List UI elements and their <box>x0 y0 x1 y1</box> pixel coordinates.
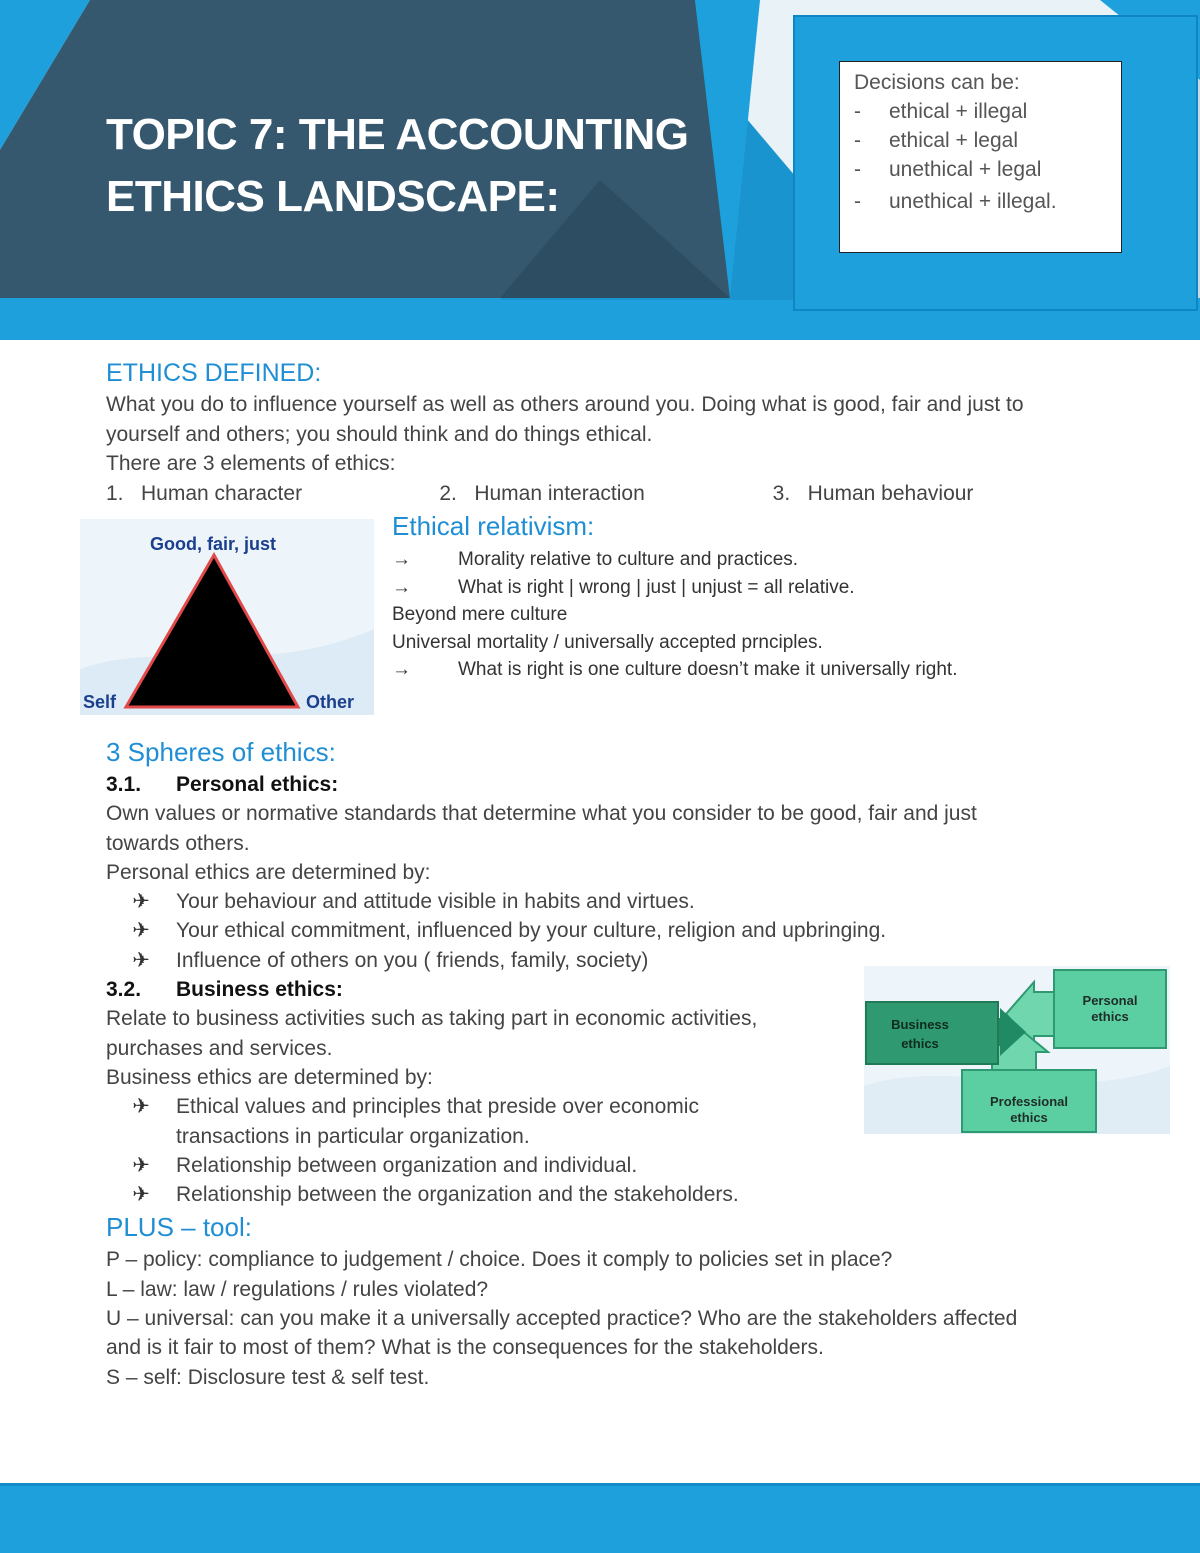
relativism-text: Universal mortality / universally accepted prnciples. <box>392 631 823 653</box>
element-number: 1. <box>106 481 124 505</box>
plane-bullet-icon: ✈ <box>132 919 150 943</box>
relativism-item <box>392 656 1112 684</box>
plus-self: S – self: Disclosure test & self test. <box>106 1365 430 1389</box>
business-ethics-desc: Relate to business activities such as taking part in economic activities, <box>106 1007 758 1031</box>
element-item <box>106 479 439 509</box>
element-number: 3. <box>772 481 791 505</box>
relativism-text: What is right is one culture doesn’t make it universally right. <box>458 659 958 680</box>
decisions-callout <box>839 61 1122 253</box>
professional-ethics-label: Professional <box>989 1094 1069 1109</box>
ethics-defined-text: yourself and others; you should think and do things ethical. <box>106 422 653 446</box>
personal-ethics-desc: Own values or normative standards that determine what you consider to be good, fair and just <box>106 802 977 826</box>
footer-background <box>0 1483 1200 1553</box>
decision-item: - unethical + legal <box>854 155 1121 184</box>
bullet-item <box>106 1092 826 1151</box>
plus-law: L – law: law / regulations / rules violated? <box>106 1277 489 1301</box>
callout-intro: Decisions can be: <box>854 71 1020 94</box>
business-ethics-box <box>866 1002 998 1064</box>
ethics-defined-text: What you do to influence yourself as well as others around you. Doing what is good, fair and just to <box>106 393 1024 416</box>
business-ethics-desc: purchases and services. <box>106 1036 333 1060</box>
bullet-item <box>106 887 1106 916</box>
business-ethics-label: Business <box>891 1017 949 1032</box>
triangle-right-label: Other <box>306 692 355 712</box>
section-title: Business ethics: <box>176 978 343 1002</box>
relativism-text: Morality relative to culture and practices. <box>458 549 799 570</box>
bullet-text: Relationship between the organization and the stakeholders. <box>176 1183 739 1207</box>
arrow-icon: → <box>392 659 411 680</box>
bullet-text <box>176 1092 826 1151</box>
bullet-item <box>106 916 1106 945</box>
bullet-text-line: Ethical values and principles that preside over economic <box>176 1095 699 1119</box>
ethics-defined-section <box>106 356 1106 508</box>
ethical-relativism-section <box>392 508 1112 684</box>
bullet-text: Relationship between organization and individual. <box>176 1153 638 1177</box>
title-line-2: ETHICS LANDSCAPE: <box>106 172 560 221</box>
bullet-item <box>106 1151 1106 1180</box>
decision-item: - unethical + illegal. <box>854 187 1121 216</box>
personal-ethics-label: ethics <box>1091 1009 1129 1024</box>
element-label: Human interaction <box>474 481 645 505</box>
relativism-text: Beyond mere culture <box>392 604 568 625</box>
plus-universal: and is it fair to most of them? What is the consequences for the stakeholders. <box>106 1336 824 1360</box>
bullet-text: Influence of others on you ( friends, family, society) <box>176 948 649 972</box>
plane-bullet-icon: ✈ <box>132 1153 150 1177</box>
personal-ethics-determined: Personal ethics are determined by: <box>106 860 431 884</box>
element-item <box>773 479 1106 509</box>
bullet-text: Your ethical commitment, influenced by your culture, religion and upbringing. <box>176 919 887 943</box>
plane-bullet-icon: ✈ <box>132 948 150 972</box>
ethics-triangle-figure <box>80 519 374 715</box>
spheres-heading: 3 Spheres of ethics: <box>106 737 336 767</box>
section-number: 3.2. <box>106 978 142 1002</box>
plane-bullet-icon: ✈ <box>132 1183 150 1207</box>
relativism-item <box>392 574 1112 602</box>
footer-band <box>0 1483 1200 1553</box>
ethics-elements-list <box>106 479 1106 509</box>
triangle-left-label: Self <box>83 692 117 712</box>
element-label: Human behaviour <box>807 481 974 505</box>
ethics-spheres-diagram <box>864 966 1170 1134</box>
element-number: 2. <box>439 481 457 505</box>
ethics-elements-intro: There are 3 elements of ethics: <box>106 452 396 475</box>
arrow-icon: → <box>392 549 411 570</box>
bullet-text-line: transactions in particular organization. <box>176 1124 530 1148</box>
element-item <box>439 479 772 509</box>
section-title: Personal ethics: <box>176 773 339 796</box>
plus-tool-heading: PLUS – tool: <box>106 1212 252 1243</box>
decision-item: - ethical + legal <box>854 126 1121 155</box>
bullet-text: Your behaviour and attitude visible in habits and virtues. <box>176 890 695 914</box>
page-title <box>106 104 746 228</box>
business-ethics-determined: Business ethics are determined by: <box>106 1065 433 1089</box>
personal-ethics-heading <box>106 770 1106 799</box>
plane-bullet-icon: ✈ <box>132 1095 150 1119</box>
relativism-item <box>392 546 1112 574</box>
relativism-heading: Ethical relativism: <box>392 511 595 541</box>
triangle-top-label: Good, fair, just <box>149 534 277 554</box>
element-label: Human character <box>141 481 303 505</box>
ethics-defined-heading: ETHICS DEFINED: <box>106 359 322 387</box>
personal-ethics-desc: towards others. <box>106 831 250 855</box>
business-ethics-label: ethics <box>901 1036 939 1051</box>
decision-item: - ethical + illegal <box>854 97 1121 126</box>
plus-universal: U – universal: can you make it a universally accepted practice? Who are the stakeholders affected <box>106 1307 1018 1331</box>
section-number: 3.1. <box>106 773 142 796</box>
decisions-list <box>854 97 1121 216</box>
personal-ethics-label: Personal <box>1082 993 1138 1008</box>
arrow-icon: → <box>392 576 411 598</box>
professional-ethics-label: ethics <box>1010 1110 1048 1125</box>
plane-bullet-icon: ✈ <box>132 890 150 914</box>
title-line-1: TOPIC 7: THE ACCOUNTING <box>106 110 689 159</box>
plus-policy: P – policy: compliance to judgement / choice. Does it comply to policies set in place? <box>106 1248 893 1272</box>
relativism-text: What is right | wrong | just | unjust = all relative. <box>458 576 855 598</box>
bullet-item <box>106 1180 1106 1209</box>
